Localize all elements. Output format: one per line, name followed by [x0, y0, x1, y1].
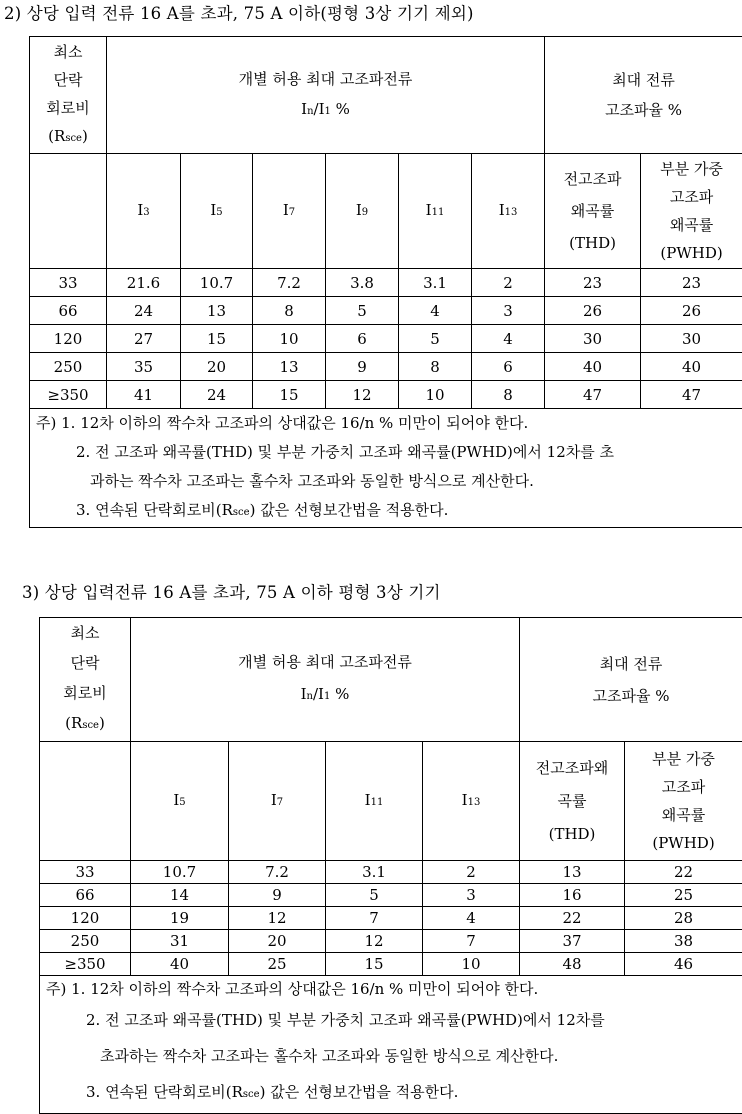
harmonic-header-i9: I9 — [326, 154, 399, 269]
harmonic-header-i11: I11 — [326, 742, 423, 861]
individual-harmonic-header — [107, 37, 545, 154]
table-cell: 15 — [326, 953, 423, 976]
note-2b: 초과하는 짝수차 고조파는 홀수차 고조파와 동일한 방식으로 계산한다. — [46, 1038, 742, 1074]
table-row — [40, 930, 742, 953]
individual-title: 개별 허용 최대 고조파전류 — [107, 64, 544, 94]
table-cell: 20 — [229, 930, 326, 953]
table-cell: 16 — [520, 884, 625, 907]
table-cell: 3 — [472, 297, 545, 325]
max-current-header — [520, 618, 742, 742]
table-row — [40, 907, 742, 930]
table-cell: 40 — [131, 953, 229, 976]
header-line: 고조파 — [641, 183, 742, 211]
table-cell: 10 — [253, 325, 326, 353]
max-unit: 고조파율 % — [545, 95, 742, 125]
header-line: (THD) — [545, 227, 640, 259]
section2-table — [39, 617, 742, 1114]
table-cell: 10 — [399, 381, 472, 409]
max-title: 최대 전류 — [520, 648, 742, 680]
table-cell: 5 — [326, 884, 423, 907]
max-current-header — [545, 37, 742, 154]
table-cell: 26 — [545, 297, 641, 325]
table-row — [40, 953, 742, 976]
header-line: 단락 — [40, 648, 130, 678]
table-cell: 66 — [40, 884, 131, 907]
table-row — [30, 297, 742, 325]
table-cell: 25 — [229, 953, 326, 976]
table-cell: 23 — [641, 269, 742, 297]
individual-unit: In/I1 % — [107, 94, 544, 127]
table-cell: 33 — [40, 861, 131, 884]
thd-header — [520, 742, 625, 861]
table-cell: 14 — [131, 884, 229, 907]
header-line: 최소 — [30, 38, 106, 66]
table-cell: 12 — [326, 930, 423, 953]
table-cell: 41 — [107, 381, 181, 409]
pwhd-header — [625, 742, 742, 861]
header-line: 단락 — [30, 66, 106, 94]
harmonic-header-i7: I7 — [253, 154, 326, 269]
section2-rows — [40, 861, 742, 976]
table-cell: 30 — [545, 325, 641, 353]
table-cell: 7 — [326, 907, 423, 930]
table-cell: 4 — [399, 297, 472, 325]
max-title: 최대 전류 — [545, 65, 742, 95]
table-cell: 8 — [472, 381, 545, 409]
blank-header-cell — [40, 742, 131, 861]
header-line: (Rsce) — [30, 122, 106, 153]
table-cell: 22 — [520, 907, 625, 930]
table-cell: 37 — [520, 930, 625, 953]
harmonic-header-i11: I11 — [399, 154, 472, 269]
section2-notes — [40, 976, 742, 1114]
table-cell: 9 — [326, 353, 399, 381]
note-2a: 2. 전 고조파 왜곡률(THD) 및 부분 가중치 고조파 왜곡률(PWHD)에서 12차를 초 — [36, 438, 742, 467]
blank-header-cell — [30, 154, 107, 269]
table-row — [30, 381, 742, 409]
header-line: (Rsce) — [40, 708, 130, 741]
table-cell: 13 — [181, 297, 253, 325]
header-line: 회로비 — [30, 94, 106, 122]
table-cell: 9 — [229, 884, 326, 907]
table-cell: 3.1 — [326, 861, 423, 884]
table-cell: 47 — [641, 381, 742, 409]
table-cell: ≥350 — [40, 953, 131, 976]
section1-table — [29, 36, 742, 528]
table-cell: 7.2 — [253, 269, 326, 297]
table-cell: 8 — [399, 353, 472, 381]
note-2b: 과하는 짝수차 고조파는 홀수차 고조파와 동일한 방식으로 계산한다. — [36, 467, 742, 496]
table-cell: 8 — [253, 297, 326, 325]
table-cell: 20 — [181, 353, 253, 381]
table-cell: 24 — [107, 297, 181, 325]
table-cell: 12 — [326, 381, 399, 409]
table-cell: 28 — [625, 907, 742, 930]
table-cell: 35 — [107, 353, 181, 381]
table-cell: 33 — [30, 269, 107, 297]
table-cell: 3 — [423, 884, 520, 907]
note-3: 3. 연속된 단락회로비(Rsce) 값은 선형보간법을 적용한다. — [46, 1074, 742, 1113]
table-cell: 10 — [423, 953, 520, 976]
table-cell: 19 — [131, 907, 229, 930]
table-cell: 26 — [641, 297, 742, 325]
header-line: (PWHD) — [641, 239, 742, 267]
header-line: 부분 가중 — [625, 745, 742, 773]
individual-harmonic-header — [131, 618, 520, 742]
header-line: 회로비 — [40, 678, 130, 708]
table-cell: 2 — [472, 269, 545, 297]
table-cell: 6 — [326, 325, 399, 353]
harmonic-header-i3: I3 — [107, 154, 181, 269]
note-2a: 2. 전 고조파 왜곡률(THD) 및 부분 가중치 고조파 왜곡률(PWHD)에서 12차를 — [46, 1002, 742, 1038]
harmonic-header-i7: I7 — [229, 742, 326, 861]
table-cell: 10.7 — [181, 269, 253, 297]
note-1: 주) 1. 12차 이하의 짝수차 고조파의 상대값은 16/n % 미만이 되어야 한다. — [46, 976, 742, 1002]
thd-header — [545, 154, 641, 269]
table-cell: 7 — [423, 930, 520, 953]
table-cell: 66 — [30, 297, 107, 325]
harmonic-header-i13: I13 — [472, 154, 545, 269]
table-cell: 48 — [520, 953, 625, 976]
table-cell: 7.2 — [229, 861, 326, 884]
table-cell: 120 — [40, 907, 131, 930]
header-line: (PWHD) — [625, 829, 742, 857]
header-line: (THD) — [520, 818, 624, 851]
table-cell: 46 — [625, 953, 742, 976]
table-cell: 250 — [40, 930, 131, 953]
min-short-circuit-ratio-header — [30, 37, 107, 154]
individual-title: 개별 허용 최대 고조파전류 — [131, 646, 519, 678]
header-line: 전고조파 — [545, 163, 640, 195]
table-cell: 23 — [545, 269, 641, 297]
table-row — [30, 353, 742, 381]
table-cell: 31 — [131, 930, 229, 953]
header-line: 왜곡률 — [545, 195, 640, 227]
harmonic-header-i5: I5 — [181, 154, 253, 269]
table-cell: 5 — [399, 325, 472, 353]
table-cell: 5 — [326, 297, 399, 325]
table-cell: 3.1 — [399, 269, 472, 297]
table-cell: 47 — [545, 381, 641, 409]
header-line: 왜곡률 — [641, 211, 742, 239]
table-cell: 4 — [423, 907, 520, 930]
section1-notes — [30, 409, 742, 528]
table-cell: 4 — [472, 325, 545, 353]
pwhd-header — [641, 154, 742, 269]
individual-unit: In/I1 % — [131, 678, 519, 713]
header-line: 곡률 — [520, 785, 624, 818]
table-cell: 10.7 — [131, 861, 229, 884]
max-unit: 고조파율 % — [520, 680, 742, 712]
section1-title: 2) 상당 입력 전류 16 A를 초과, 75 A 이하(평형 3상 기기 제외) — [4, 0, 474, 24]
min-short-circuit-ratio-header — [40, 618, 131, 742]
table-cell: 12 — [229, 907, 326, 930]
section1-rows — [30, 269, 742, 409]
header-line: 최소 — [40, 618, 130, 648]
table-cell: 6 — [472, 353, 545, 381]
table-cell: 2 — [423, 861, 520, 884]
table-row — [30, 269, 742, 297]
table-cell: 15 — [253, 381, 326, 409]
header-line: 고조파 — [625, 773, 742, 801]
note-1: 주) 1. 12차 이하의 짝수차 고조파의 상대값은 16/n % 미만이 되어야 한다. — [36, 409, 742, 438]
table-cell: 40 — [641, 353, 742, 381]
table-cell: 40 — [545, 353, 641, 381]
table-cell: 13 — [253, 353, 326, 381]
table-cell: 250 — [30, 353, 107, 381]
table-cell: 3.8 — [326, 269, 399, 297]
table-row — [40, 884, 742, 907]
table-row — [30, 325, 742, 353]
table-row — [40, 861, 742, 884]
table-cell: 24 — [181, 381, 253, 409]
table-cell: 21.6 — [107, 269, 181, 297]
table-cell: 120 — [30, 325, 107, 353]
table-cell: 22 — [625, 861, 742, 884]
header-line: 왜곡률 — [625, 801, 742, 829]
note-3: 3. 연속된 단락회로비(Rsce) 값은 선형보간법을 적용한다. — [36, 496, 742, 527]
harmonic-header-i13: I13 — [423, 742, 520, 861]
table-cell: 38 — [625, 930, 742, 953]
harmonic-header-i5: I5 — [131, 742, 229, 861]
table-cell: 15 — [181, 325, 253, 353]
table-cell: 27 — [107, 325, 181, 353]
table-cell: 30 — [641, 325, 742, 353]
table-cell: 13 — [520, 861, 625, 884]
header-line: 전고조파왜 — [520, 752, 624, 785]
header-line: 부분 가중 — [641, 155, 742, 183]
table-cell: 25 — [625, 884, 742, 907]
table-cell: ≥350 — [30, 381, 107, 409]
section2-title: 3) 상당 입력전류 16 A를 초과, 75 A 이하 평형 3상 기기 — [22, 579, 441, 603]
